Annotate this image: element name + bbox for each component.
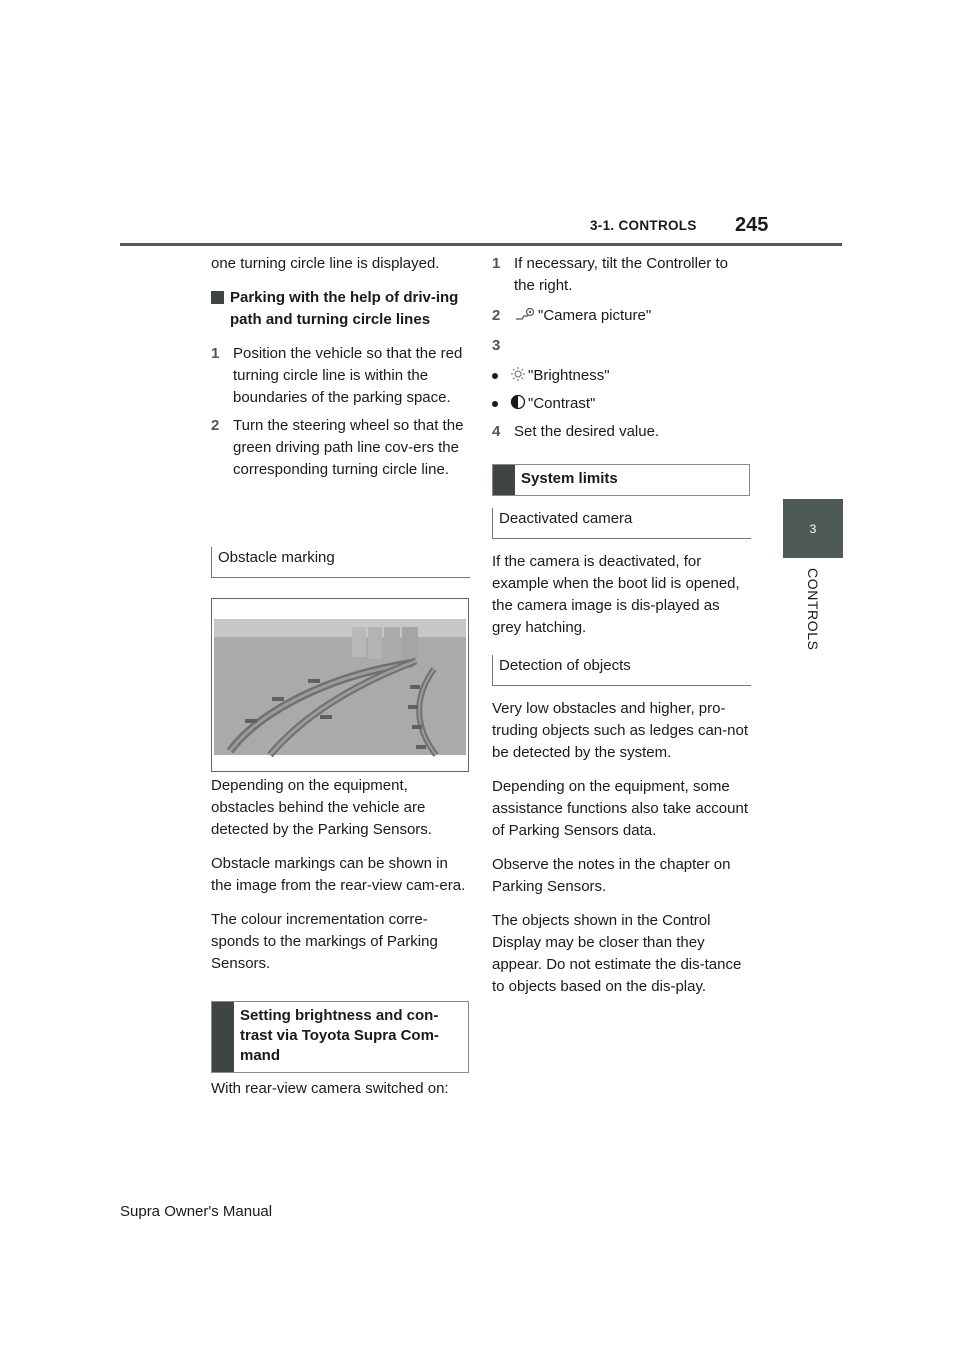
brightness-icon [510, 366, 526, 382]
camera-settings-icon [514, 306, 536, 322]
step-text: If necessary, tilt the Controller to the right. [514, 255, 728, 294]
step-item [211, 415, 469, 481]
paragraph: Very low obstacles and higher, pro-truding objects such as ledges can-not be detected by the system. [492, 700, 748, 761]
paragraph: The colour incrementation corre-sponds to the markings of Parking Sensors. [211, 911, 438, 972]
after-box-text-wrap [211, 1078, 469, 1112]
detection-heading: Detection of objects [493, 655, 751, 686]
bullet-dot [492, 373, 498, 379]
subheading [211, 287, 469, 331]
obstacle-heading-box [211, 547, 470, 578]
step-item [492, 421, 750, 443]
obstacle-paragraphs [211, 775, 469, 987]
chapter-number: 3 [809, 521, 817, 536]
step-item [211, 343, 469, 409]
deactivated-text-wrap [492, 551, 750, 651]
after-box-text: With rear-view camera switched on: [211, 1080, 449, 1097]
step-number: 2 [492, 307, 501, 324]
rear-camera-view [212, 599, 468, 771]
footer-text: Supra Owner's Manual [120, 1203, 273, 1220]
chapter-tab-label [768, 568, 858, 658]
deactivated-heading-box [492, 508, 751, 539]
step-number: 4 [492, 423, 501, 440]
brightness-contrast-box [211, 1001, 469, 1073]
right-column [492, 253, 750, 449]
bullet-dot [492, 401, 498, 407]
bullet-item [492, 365, 750, 387]
box-accent-bar [212, 1002, 234, 1072]
bullet-text: "Contrast" [528, 395, 596, 412]
box-heading: System limits [521, 470, 618, 487]
section-title: 3-1. CONTROLS [590, 218, 697, 233]
paragraph: Depending on the equipment, obstacles behind the vehicle are detected by the Parking Sensors. [211, 777, 432, 838]
step-text: Position the vehicle so that the red turning circle line is within the boundaries of the parking space. [233, 345, 463, 406]
paragraph: If the camera is deactivated, for example when the boot lid is opened, the camera image is dis-played as grey hatching. [492, 553, 740, 636]
bullet-item [492, 393, 750, 415]
chapter-tab [783, 499, 843, 558]
step-number: 2 [211, 417, 220, 434]
detection-heading-box [492, 655, 751, 686]
chapter-label: CONTROLS [805, 568, 821, 651]
intro-text: one turning circle line is displayed. [211, 255, 440, 272]
step-number: 3 [492, 337, 501, 354]
box-accent-bar [493, 465, 515, 495]
rear-camera-illustration [211, 598, 469, 772]
paragraph: Observe the notes in the chapter on Parking Sensors. [492, 856, 731, 895]
step-number: 1 [492, 255, 501, 272]
obstacle-heading: Obstacle marking [212, 547, 470, 578]
box-heading: Setting brightness and con-trast via Toyota Supra Com-mand [240, 1007, 439, 1064]
step-item [492, 305, 750, 327]
bullet-text: "Brightness" [528, 367, 610, 384]
subheading-text: Parking with the help of driv-ing path and turning circle lines [230, 289, 459, 328]
system-limits-box [492, 464, 750, 496]
header-rule [120, 243, 842, 246]
step-text: "Camera picture" [538, 307, 652, 324]
step-number: 1 [211, 345, 220, 362]
deactivated-heading: Deactivated camera [493, 508, 751, 539]
step-item [492, 335, 750, 357]
detection-paragraphs [492, 698, 750, 1010]
step-text: Turn the steering wheel so that the green driving path line cov-ers the corresponding turning circle line. [233, 417, 464, 478]
paragraph: Depending on the equipment, some assistance functions also take account of Parking Sensors data. [492, 778, 748, 839]
contrast-icon [510, 394, 526, 410]
left-column [211, 253, 469, 487]
step-text: Set the desired value. [514, 423, 660, 440]
page-number: 245 [735, 214, 769, 236]
paragraph: The objects shown in the Control Display may be closer than they appear. Do not estimate the dis-tance to objects based on the dis-play. [492, 912, 742, 995]
square-bullet-icon [211, 291, 224, 304]
step-item [492, 253, 750, 297]
paragraph: Obstacle markings can be shown in the image from the rear-view cam-era. [211, 855, 466, 894]
